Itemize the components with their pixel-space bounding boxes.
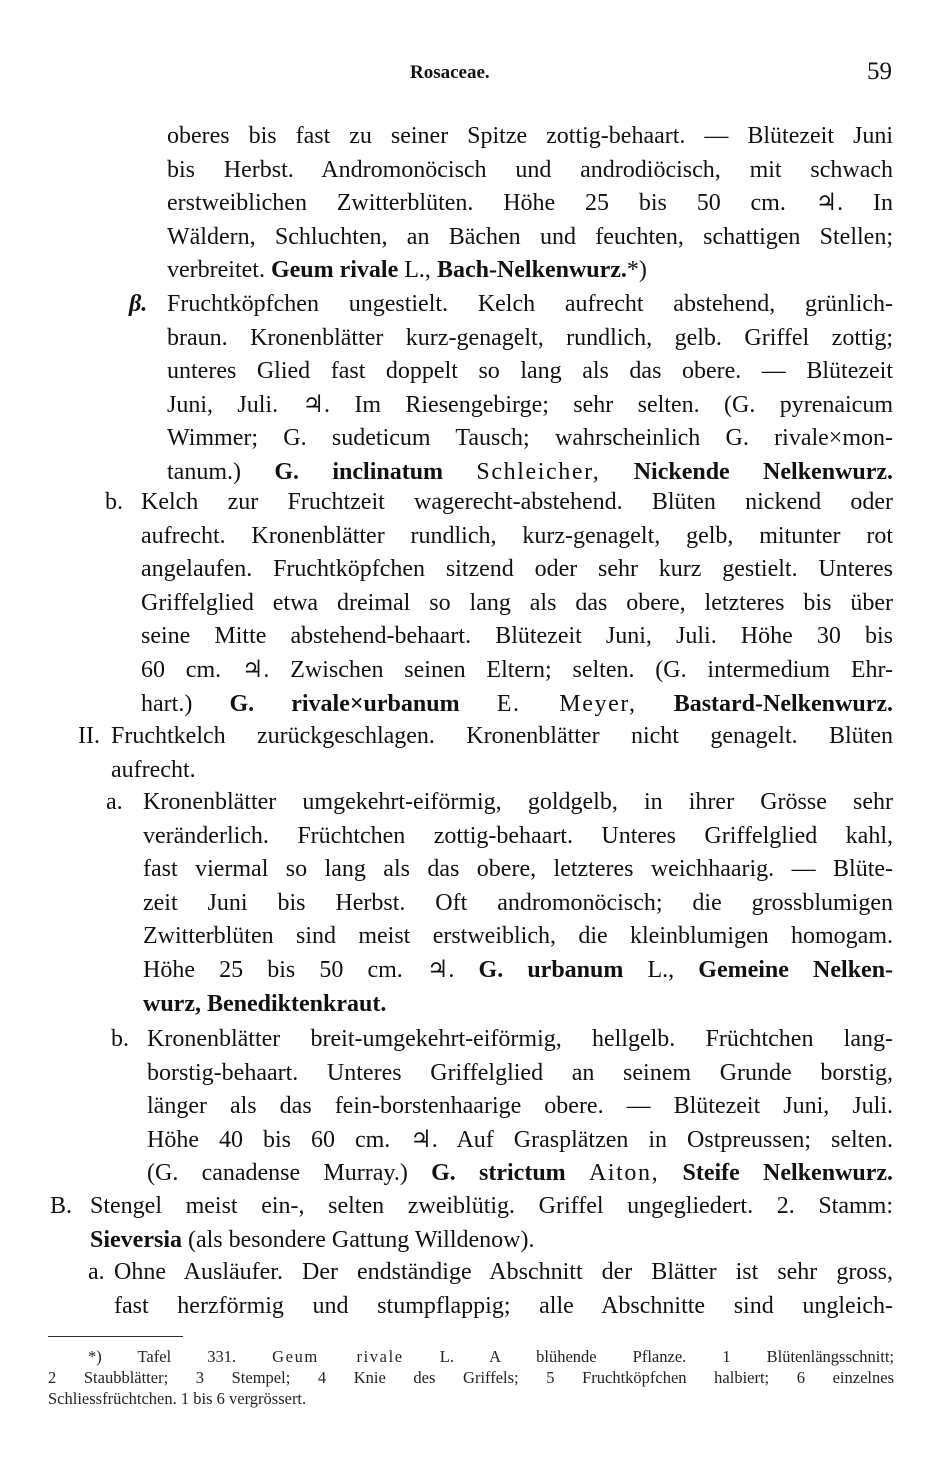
footnote-line bbox=[48, 1346, 894, 1367]
author: E. Meyer, bbox=[496, 690, 637, 717]
text-line bbox=[143, 988, 893, 1022]
text-line bbox=[143, 954, 893, 988]
text-line: Kronenblätter umgekehrt-eiförmig, goldgelb, in ihrer Grösse sehr bbox=[143, 789, 893, 815]
species-name: Geum rivale bbox=[270, 257, 399, 284]
text-line bbox=[167, 254, 893, 288]
author: L., bbox=[404, 257, 431, 284]
line-text: Höhe 25 bis 50 cm. ♃. bbox=[143, 956, 455, 983]
species-name: G. urbanum bbox=[478, 956, 624, 983]
text-line: fast herzförmig und stumpflappig; alle Abschnitte sind ungleich- bbox=[114, 1292, 893, 1319]
species-name: G. strictum bbox=[431, 1160, 566, 1187]
page-number: 59 bbox=[867, 58, 892, 85]
text-line: Griffelglied etwa dreimal so lang als das obere, letzteres bis über bbox=[141, 589, 893, 616]
footnote-rule bbox=[48, 1336, 183, 1337]
common-name: Bastard-Nelkenwurz. bbox=[673, 690, 894, 717]
line-text: tanum.) bbox=[167, 458, 241, 485]
text-line: Wimmer; G. sudeticum Tausch; wahrscheinlich G. rivale×mon- bbox=[167, 425, 893, 452]
footnote-line: Schliessfrüchtchen. 1 bis 6 vergrössert. bbox=[48, 1389, 307, 1408]
line-text: L. A blühende Pflanze. 1 Blütenlängsschnitt; bbox=[439, 1347, 895, 1366]
text-line bbox=[141, 688, 893, 722]
text-line: Höhe 40 bis 60 cm. ♃. Auf Grasplätzen in Ostpreussen; selten. bbox=[147, 1126, 893, 1153]
text-line: Fruchtkelch zurückgeschlagen. Kronenblätter nicht genagelt. Blüten bbox=[111, 723, 893, 749]
text-line: länger als das fein-borstenhaarige obere. — Blütezeit Juni, Juli. bbox=[147, 1093, 893, 1120]
text-line: fast viermal so lang als das obere, letzteres weichhaarig. — Blüte- bbox=[143, 856, 893, 883]
entry-marker: a. bbox=[88, 1259, 105, 1285]
text-line: aufrecht. Kronenblätter rundlich, kurz-genagelt, gelb, mitunter rot bbox=[141, 522, 893, 549]
text-line: bis Herbst. Andromonöcisch und androdiöcisch, mit schwach bbox=[167, 156, 893, 183]
text-line bbox=[90, 1224, 893, 1258]
entry-b-strictum bbox=[111, 1023, 894, 1191]
text-line bbox=[167, 456, 893, 490]
text-line: Juni, Juli. ♃. Im Riesengebirge; sehr selten. (G. pyrenaicum bbox=[167, 391, 893, 418]
text-line: Wäldern, Schluchten, an Bächen und feuchten, schattigen Stellen; bbox=[167, 223, 893, 250]
footnote bbox=[48, 1346, 894, 1409]
entry-a-urbanum bbox=[106, 786, 894, 1021]
text-line: oberes bis fast zu seiner Spitze zottig-behaart. — Blütezeit Juni bbox=[167, 123, 893, 149]
entry-marker: b. bbox=[105, 489, 123, 515]
entry-marker: b. bbox=[111, 1026, 129, 1052]
author: Aiton, bbox=[588, 1160, 660, 1187]
text-line: veränderlich. Früchtchen zottig-behaart. Unteres Griffelglied kahl, bbox=[143, 822, 893, 849]
text-line: unteres Glied fast doppelt so lang als das obere. — Blütezeit bbox=[167, 358, 893, 385]
line-text: (als besondere Gattung Willdenow). bbox=[187, 1226, 535, 1253]
line-text: *) Tafel 331. bbox=[88, 1347, 237, 1366]
footnote-line: 2 Staubblätter; 3 Stempel; 4 Knie des Griffels; 5 Fruchtköpfchen halbiert; 6 einzelnes bbox=[48, 1368, 894, 1387]
species-name: G. rivale×urbanum bbox=[229, 690, 460, 717]
text-line bbox=[147, 1157, 893, 1191]
text-line: braun. Kronenblätter kurz-genagelt, rundlich, gelb. Griffel zottig; bbox=[167, 324, 893, 351]
species-name: G. inclinatum bbox=[274, 458, 444, 485]
common-name: Steife Nelkenwurz. bbox=[682, 1160, 894, 1187]
entry-marker: β. bbox=[129, 291, 148, 317]
line-text: verbreitet. bbox=[167, 257, 265, 284]
text-line: seine Mitte abstehend-behaart. Blütezeit Juni, Juli. Höhe 30 bis bbox=[141, 623, 893, 650]
text-line: Fruchtköpfchen ungestielt. Kelch aufrecht abstehend, grünlich- bbox=[167, 291, 893, 317]
entry-a-ohne-auslaeufer bbox=[88, 1256, 893, 1323]
entry-ii bbox=[78, 720, 893, 787]
genus-name: Sieversia bbox=[90, 1226, 182, 1253]
text-line: 60 cm. ♃. Zwischen seinen Eltern; selten. (G. intermedium Ehr- bbox=[141, 656, 893, 683]
text-line: borstig-behaart. Unteres Griffelglied an seinem Grunde borstig, bbox=[147, 1059, 893, 1086]
author: L., bbox=[647, 956, 675, 983]
entry-marker: B. bbox=[50, 1193, 73, 1219]
text-line: Zwitterblüten sind meist erstweiblich, die kleinblumigen homogam. bbox=[143, 923, 893, 950]
entry-marker: a. bbox=[106, 789, 123, 815]
common-name: Bach-Nelkenwurz. bbox=[436, 257, 627, 284]
text-line: Ohne Ausläufer. Der endständige Abschnitt der Blätter ist sehr gross, bbox=[114, 1259, 893, 1285]
line-text: (G. canadense Murray.) bbox=[147, 1160, 408, 1187]
footnote-ref: *) bbox=[626, 257, 647, 284]
common-name: wurz, Benediktenkraut. bbox=[143, 990, 387, 1017]
text-line: Kronenblätter breit-umgekehrt-eiförmig, hellgelb. Früchtchen lang- bbox=[147, 1026, 893, 1052]
common-name: Gemeine Nelken- bbox=[698, 956, 894, 983]
entry-geum-rivale bbox=[167, 120, 893, 288]
text-line: erstweiblichen Zwitterblüten. Höhe 25 bis 50 cm. ♃. In bbox=[167, 190, 893, 217]
entry-beta bbox=[129, 288, 894, 490]
species-name: Geum rivale bbox=[272, 1347, 404, 1366]
entry-marker: II. bbox=[78, 723, 100, 749]
text-line: angelaufen. Fruchtköpfchen sitzend oder sehr kurz gestielt. Unteres bbox=[141, 556, 893, 583]
common-name: Nickende Nelkenwurz. bbox=[633, 458, 894, 485]
entry-B-sieversia bbox=[50, 1190, 893, 1257]
text-line: Kelch zur Fruchtzeit wagerecht-abstehend. Blüten nickend oder bbox=[141, 489, 893, 515]
entry-b-hybrid bbox=[105, 486, 894, 721]
text-line: zeit Juni bis Herbst. Oft andromonöcisch; die grossblumigen bbox=[143, 889, 893, 916]
line-text: hart.) bbox=[141, 690, 193, 717]
author: Schleicher, bbox=[476, 458, 601, 485]
running-head: Rosaceae. bbox=[410, 62, 490, 83]
text-line: Stengel meist ein-, selten zweiblütig. Griffel ungegliedert. 2. Stamm: bbox=[90, 1193, 893, 1219]
text-line: aufrecht. bbox=[111, 756, 196, 783]
